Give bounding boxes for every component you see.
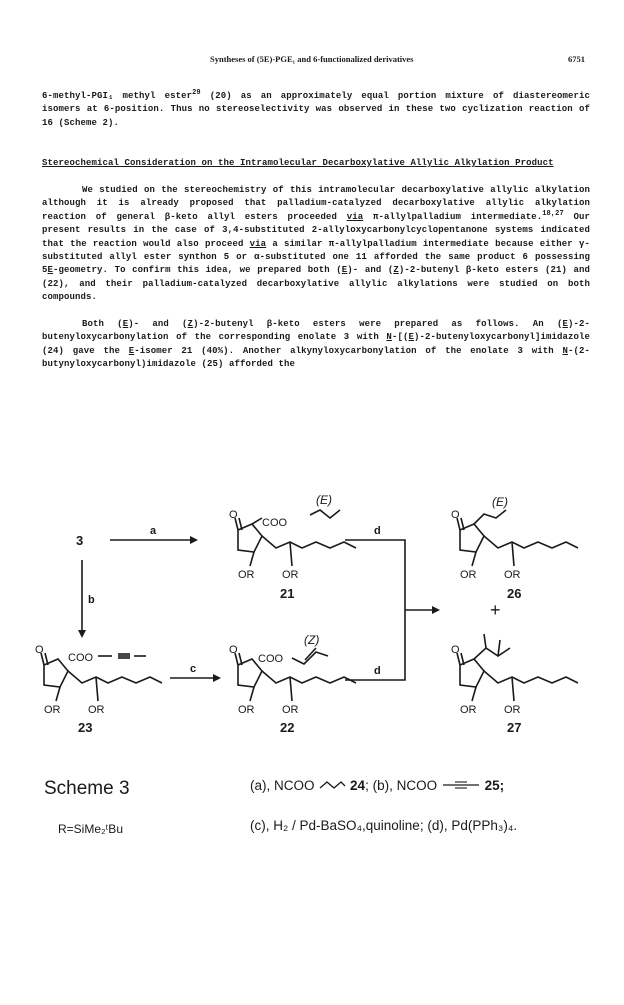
arrow-label-d: d <box>374 665 381 677</box>
coo-label: COO <box>262 517 288 529</box>
r-definition: R=SiMe₂ᵗBu <box>58 822 123 836</box>
compound-3: 3 <box>76 533 84 548</box>
stereo-label-z: (Z) <box>304 633 320 647</box>
structure-27 <box>457 634 578 701</box>
compound-26: 26 <box>507 586 522 601</box>
arrow-label-c: c <box>190 663 197 675</box>
coo-label: COO <box>68 652 94 664</box>
or-label: OR <box>460 704 477 716</box>
paragraph-3: Both (E)- and (Z)-2-butenyl β-keto esters were prepared as follows. An (E)-2-butenyloxycarbonylation of the corresponding enolate 3 with N-[(E)-2-butenyloxycarbonyl]imidazole (24) gave the E-isomer 21 (40%). Another alkynyloxycarbonylation of the enolate 3 with N-(2-butynyloxycarbonyl)imidazole (25) afforded the <box>42 319 590 370</box>
or-label: OR <box>44 704 61 716</box>
compound-21: 21 <box>280 586 295 601</box>
butenyl-chain-icon <box>318 780 346 790</box>
compound-22: 22 <box>280 720 295 735</box>
arrow-c-head <box>213 674 221 682</box>
structure-22 <box>235 648 356 701</box>
o-label: O <box>451 644 460 656</box>
conditions-line-2: (c), H₂ / Pd-BaSO₄,quinoline; (d), Pd(PPh₃)₄. <box>250 818 518 833</box>
compound-23: 23 <box>78 720 93 735</box>
structure-23 <box>41 653 162 701</box>
arrow-b-head <box>78 630 86 638</box>
stereo-label-e: (E) <box>492 495 508 509</box>
stereo-label-e: (E) <box>316 493 332 507</box>
or-label: OR <box>282 569 299 581</box>
running-title: Syntheses of (5E)-PGE₁ and 6-functionalized derivatives <box>210 54 414 64</box>
paragraph-2: We studied on the stereochemistry of this intramolecular decarboxylative allylic alkylation although it is already proposed that palladium-catalyzed decarboxylative allylic alkylation reaction of general β-keto allyl esters proceeded via π-allylpalladium intermediate.$^{18,27}$ Our present results in the case of 3,4-substituted 2-allyloxycarbonylcyclopentanone systems indicated that the reaction would also proceed via a similar π-allylpalladium intermediate because either γ-substituted allyl ester synthon 5 or α-substituted one 11 afforded the same product 6 possessing 5E-geometry. To confirm this idea, we prepared both (E)- and (Z)-2-butenyl β-keto esters (21) and (22), and their palladium-catalyzed decarboxylative allylic alkylations were studied on both compounds. <box>42 185 591 303</box>
structure-26 <box>457 510 578 566</box>
o-label: O <box>35 644 44 656</box>
section-heading: Stereochemical Consideration on the Intramolecular Decarboxylative Allylic Alkylation Product <box>42 158 554 168</box>
o-label: O <box>229 509 238 521</box>
or-label: OR <box>460 569 477 581</box>
o-label: O <box>451 509 460 521</box>
arrow-a-head <box>190 536 198 544</box>
arrow-label-a: a <box>150 525 157 537</box>
arrow-label-b: b <box>88 594 95 606</box>
structure-21 <box>235 510 356 566</box>
paragraph-1: 6-methyl-PGI₁ methyl ester$^{29}$ (20) as an approximately equal portion mixture of diastereomeric isomers at 6-position. Thus no stereoselectivity was observed in these two cyclization reaction of 16 (Scheme 2). <box>42 89 590 128</box>
arrow-d-top <box>345 540 405 610</box>
arrow-d-head <box>432 606 440 614</box>
or-label: OR <box>504 704 521 716</box>
or-label: OR <box>282 704 299 716</box>
or-label: OR <box>238 704 255 716</box>
plus-sign: + <box>490 600 501 620</box>
or-label: OR <box>238 569 255 581</box>
conditions-line-1: (a), NCOO 24; (b), NCOO 25; <box>250 778 505 793</box>
or-label: OR <box>504 569 521 581</box>
o-label: O <box>229 644 238 656</box>
page-number: 6751 <box>568 54 585 64</box>
or-label: OR <box>88 704 105 716</box>
scheme-label: Scheme 3 <box>44 778 130 799</box>
butynyl-chain-icon <box>441 780 481 790</box>
coo-label: COO <box>258 653 284 665</box>
arrow-label-d: d <box>374 525 381 537</box>
compound-27: 27 <box>507 720 522 735</box>
